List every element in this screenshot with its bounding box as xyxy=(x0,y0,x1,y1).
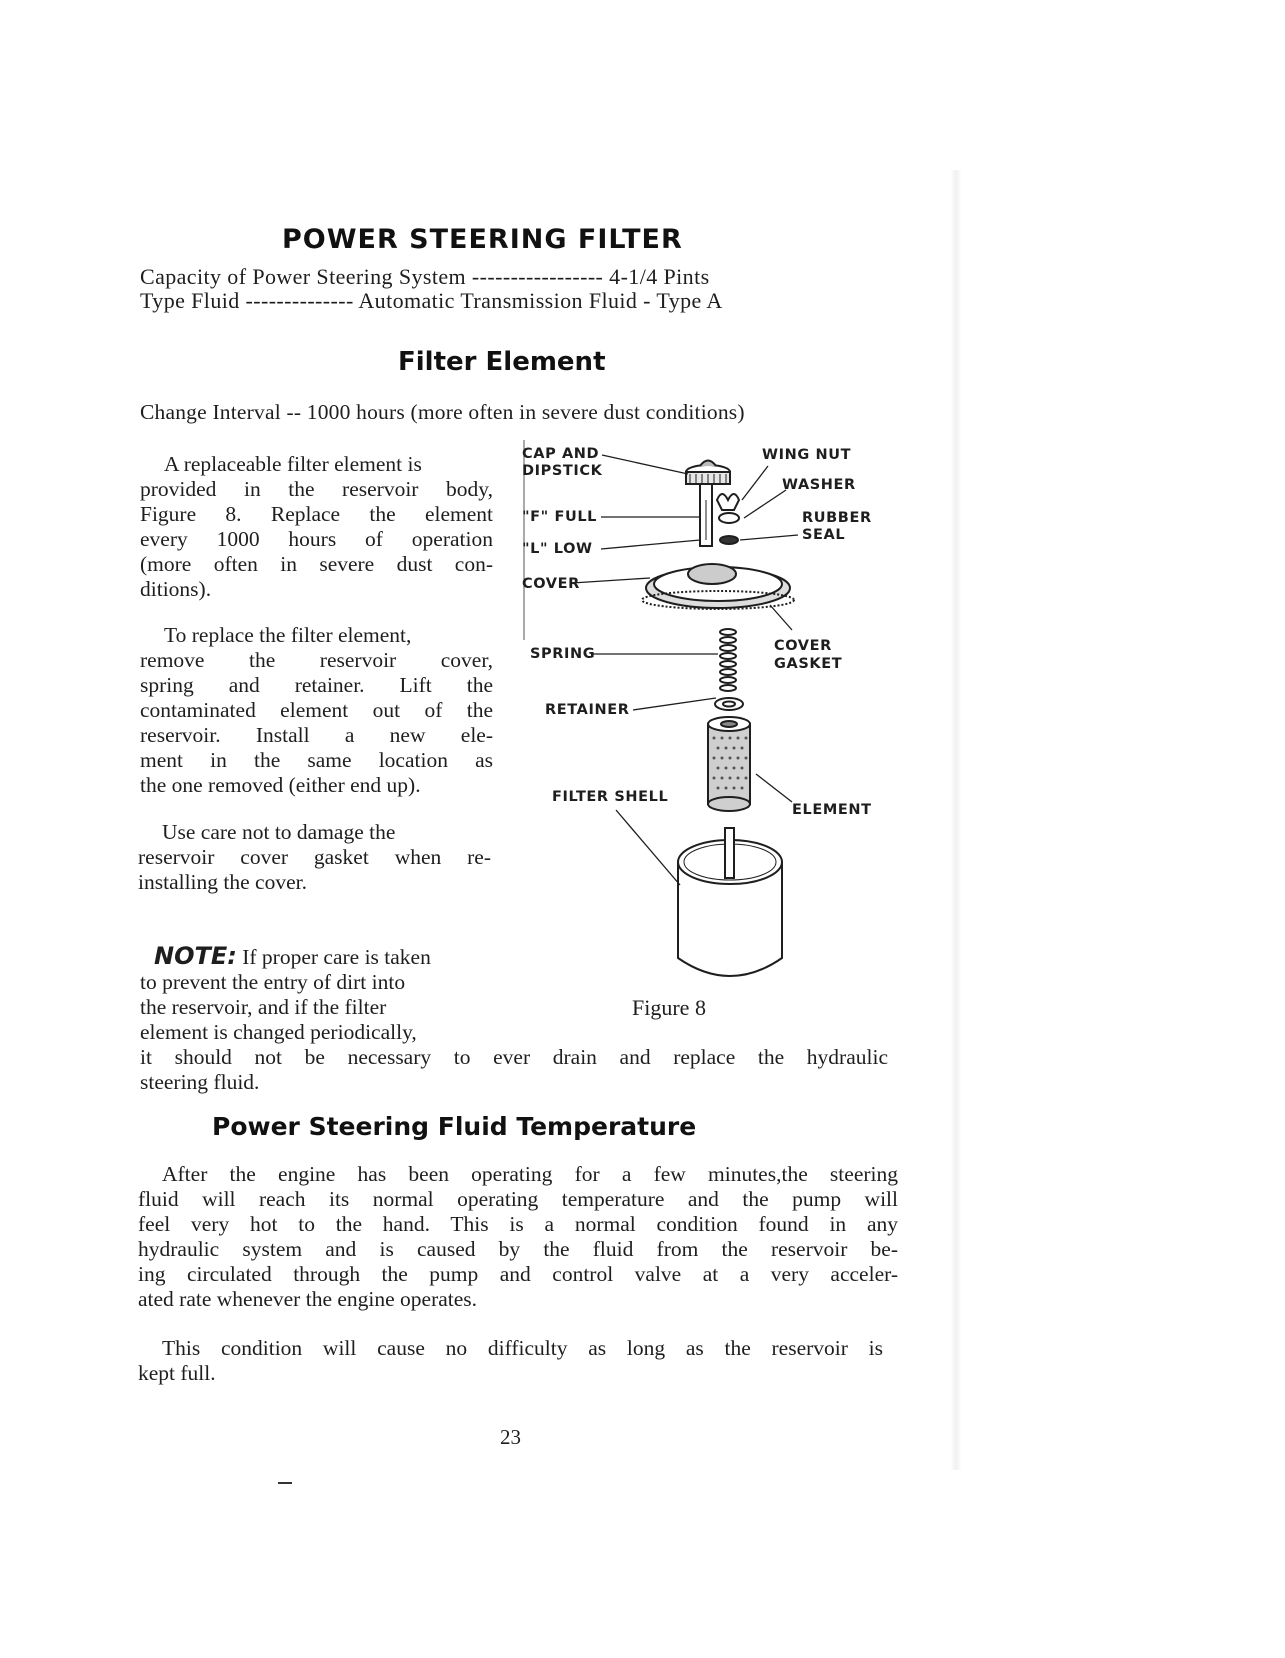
label-cover-gasket-1: COVER xyxy=(774,638,832,654)
label-spring: SPRING xyxy=(530,646,596,662)
label-wing-nut: WING NUT xyxy=(762,447,852,463)
fluid-temperature-heading: Power Steering Fluid Temperature xyxy=(212,1112,697,1141)
text-line: it should not be necessary to ever drain and replace the hydraulic xyxy=(140,1045,888,1069)
text-line: fluid will reach its normal operating temperature and the pump will xyxy=(138,1187,898,1211)
text-line: (more often in severe dust con- xyxy=(140,552,493,576)
page-edge-shadow xyxy=(950,170,962,1470)
label-retainer: RETAINER xyxy=(545,702,630,718)
label-filter-shell: FILTER SHELL xyxy=(552,789,669,805)
text-line: To replace the filter element, xyxy=(164,623,412,647)
label-l-low: "L" LOW xyxy=(522,541,593,557)
filter-element-part xyxy=(708,717,750,811)
spec-fluid-type: Type Fluid -------------- Automatic Transmission Fluid - Type A xyxy=(140,288,723,313)
paragraph-gasket-care xyxy=(138,820,491,895)
text-line: reservoir. Install a new ele- xyxy=(140,723,493,747)
cover-part xyxy=(642,564,794,609)
retainer-part xyxy=(715,698,743,710)
page-number: 23 xyxy=(500,1425,521,1449)
text-line: ing circulated through the pump and control valve at a very acceler- xyxy=(138,1262,898,1286)
label-rubber: RUBBER xyxy=(802,510,872,526)
text-line: A replaceable filter element is xyxy=(164,452,422,476)
filter-assembly-diagram xyxy=(510,440,910,1010)
text-line: kept full. xyxy=(138,1361,216,1385)
paragraph-replace-procedure xyxy=(140,623,493,798)
paragraph-fluid-temperature xyxy=(138,1162,898,1312)
figure-caption: Figure 8 xyxy=(632,995,706,1020)
text-line: installing the cover. xyxy=(138,870,307,894)
wing-nut-part xyxy=(717,494,739,544)
filter-element-heading: Filter Element xyxy=(398,347,606,377)
text-line: element is changed periodically, xyxy=(140,1020,417,1044)
paragraph-reservoir-full xyxy=(138,1336,883,1386)
leader-lines xyxy=(572,455,798,885)
text-line: steering fluid. xyxy=(140,1070,260,1094)
text-line: the reservoir, and if the filter xyxy=(140,995,387,1019)
text-line: hydraulic system and is caused by the fluid from the reservoir be- xyxy=(138,1237,898,1261)
label-f-full: "F" FULL xyxy=(522,509,598,525)
text-line: After the engine has been operating for a few minutes,the steering xyxy=(162,1162,898,1186)
filter-shell-part xyxy=(678,828,782,976)
text-line: This condition will cause no difficulty as long as the reservoir is xyxy=(162,1336,883,1360)
label-dipstick: DIPSTICK xyxy=(522,463,603,479)
change-interval: Change Interval -- 1000 hours (more often in severe dust conditions) xyxy=(140,400,745,424)
label-washer: WASHER xyxy=(782,477,856,493)
label-seal: SEAL xyxy=(802,527,846,543)
text-line: remove the reservoir cover, xyxy=(140,648,493,672)
text-line: ment in the same location as xyxy=(140,748,493,772)
label-cover-gasket-2: GASKET xyxy=(774,656,843,672)
page-title: POWER STEERING FILTER xyxy=(282,224,683,255)
text-line: spring and retainer. Lift the xyxy=(140,673,493,697)
spring-part xyxy=(720,629,736,691)
text-line: Figure 8. Replace the element xyxy=(140,502,493,526)
margin-mark xyxy=(278,1482,292,1484)
text-line: the one removed (either end up). xyxy=(140,773,421,797)
paragraph-replaceable-element xyxy=(140,452,493,602)
text-line: contaminated element out of the xyxy=(140,698,493,722)
spec-capacity: Capacity of Power Steering System ----------------- 4-1/4 Pints xyxy=(140,264,710,289)
label-cover: COVER xyxy=(522,576,580,592)
text-line: Use care not to damage the xyxy=(162,820,396,844)
label-element: ELEMENT xyxy=(792,802,872,818)
label-cap-and: CAP AND xyxy=(522,446,600,462)
text-line: to prevent the entry of dirt into xyxy=(140,970,406,994)
text-line: ditions). xyxy=(140,577,212,601)
text-line: reservoir cover gasket when re- xyxy=(138,845,491,869)
text-line: every 1000 hours of operation xyxy=(140,527,493,551)
note-label: NOTE: xyxy=(154,942,237,970)
text-line: feel very hot to the hand. This is a normal condition found in any xyxy=(138,1212,898,1236)
text-line: provided in the reservoir body, xyxy=(140,477,493,501)
text-line: If proper care is taken xyxy=(242,945,431,969)
text-line: ated rate whenever the engine operates. xyxy=(138,1287,478,1311)
